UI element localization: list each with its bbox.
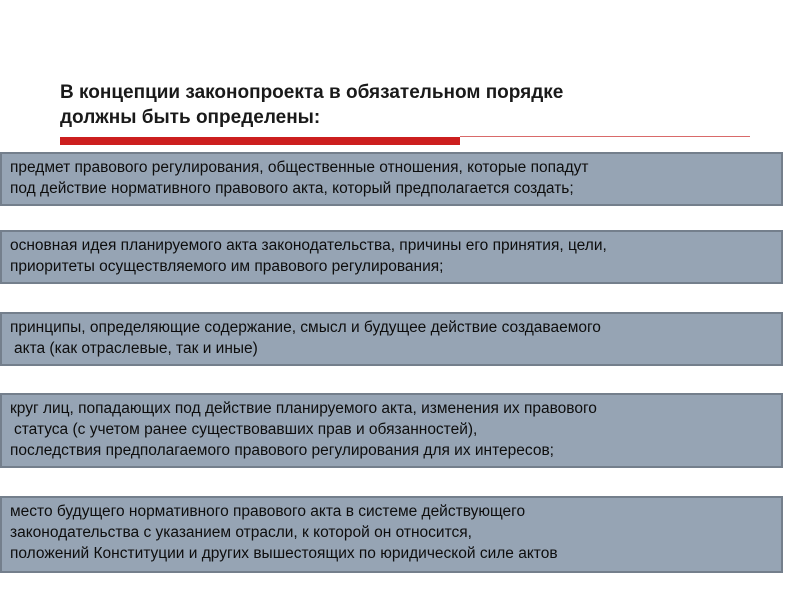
- requirement-box-legal-system-place: [0, 496, 783, 573]
- requirement-text-line: законодательства с указанием отрасли, к которой он относится,: [10, 524, 472, 541]
- requirement-text-line: место будущего нормативного правового акта в системе действующего: [10, 503, 526, 520]
- requirement-text-line: основная идея планируемого акта законодательства, причины его принятия, цели,: [10, 237, 607, 254]
- requirement-box-affected-persons: [0, 393, 783, 468]
- requirement-text-line: положений Конституции и других вышестоящих по юридической силе актов: [10, 545, 558, 562]
- slide-title: [60, 80, 760, 130]
- requirement-text-line: круг лиц, попадающих под действие планируемого акта, изменения их правового: [10, 400, 597, 417]
- requirement-text-line: статуса (с учетом ранее существовавших прав и обязанностей),: [14, 421, 478, 438]
- requirement-box-main-idea: [0, 230, 783, 284]
- requirement-box-principles: [0, 312, 783, 366]
- slide-title-line-1: В концепции законопроекта в обязательном порядке: [60, 82, 564, 103]
- requirement-text-line: последствия предполагаемого правового регулирования для их интересов;: [10, 442, 554, 459]
- requirement-text-line: под действие нормативного правового акта, который предполагается создать;: [10, 180, 574, 197]
- title-underline-thin-rule: [460, 136, 750, 137]
- requirement-box-subject: [0, 152, 783, 206]
- requirement-text-line: акта (как отраслевые, так и иные): [14, 340, 258, 357]
- requirement-text-line: принципы, определяющие содержание, смысл и будущее действие создаваемого: [10, 319, 601, 336]
- slide-title-line-2: должны быть определены:: [60, 107, 321, 128]
- title-underline-red-bar: [60, 137, 460, 145]
- requirement-text-line: приоритеты осуществляемого им правового регулирования;: [10, 258, 444, 275]
- requirement-text-line: предмет правового регулирования, общественные отношения, которые попадут: [10, 159, 589, 176]
